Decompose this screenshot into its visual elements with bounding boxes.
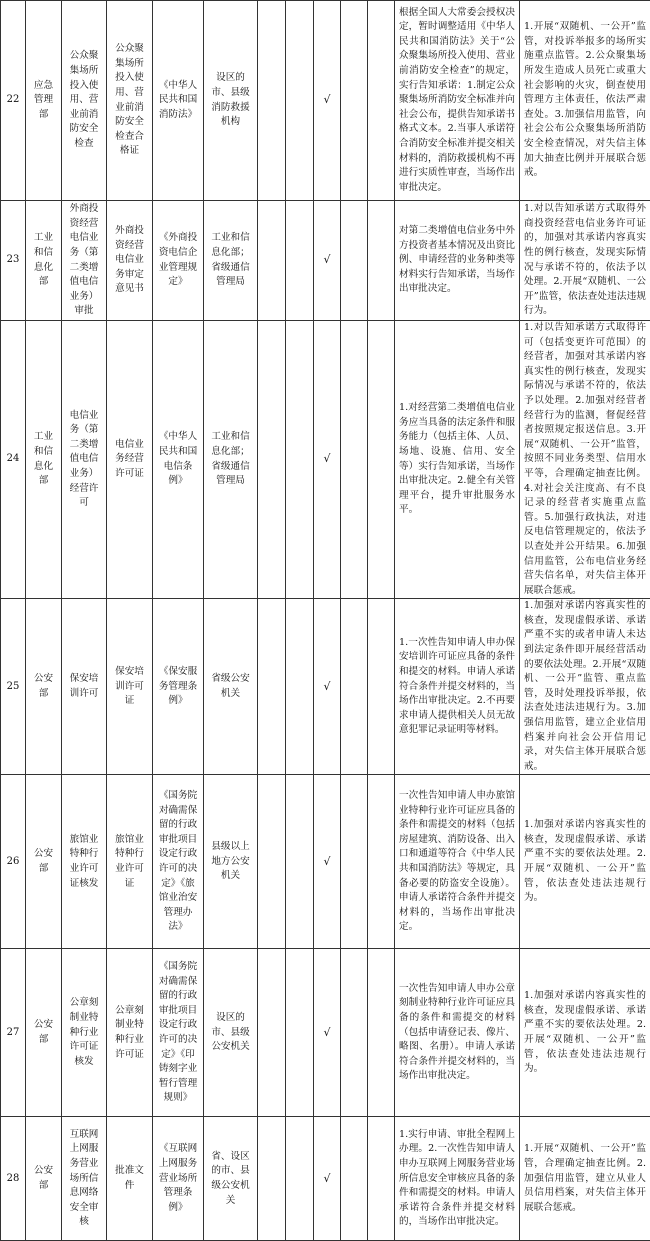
empty-cell [286, 201, 314, 321]
empty-cell [368, 775, 395, 949]
legal-basis: 《保安服务管理条例》 [153, 599, 204, 775]
empty-cell [258, 775, 286, 949]
legal-basis: 《国务院对确需保留的行政审批项目设定行政许可的决定》《印铸刻字业暂行管理规则》 [153, 949, 204, 1117]
empty-cell [341, 1117, 368, 1241]
item-name: 旅馆业特种行业许可证核发 [62, 775, 107, 949]
department: 应急管理部 [26, 1, 62, 201]
empty-cell [368, 949, 395, 1117]
legal-basis: 《中华人民共和国消防法》 [153, 1, 204, 201]
table-row [1, 321, 650, 599]
legal-basis: 《外商投资电信企业管理规定》 [153, 201, 204, 321]
empty-cell [368, 321, 395, 599]
empty-cell [368, 1117, 395, 1241]
approving-authority: 设区的市、县级公安机关 [204, 949, 258, 1117]
legal-basis: 《中华人民共和国电信条例》 [153, 321, 204, 599]
department: 工业和信息化部 [26, 321, 62, 599]
empty-cell [368, 599, 395, 775]
approving-authority: 省级公安机关 [204, 599, 258, 775]
license-document: 公章刻制业特种行业许可证 [107, 949, 153, 1117]
supervision-measures: 1.对以告知承诺方式取得外商投资经营电信业务许可证的，加强对其承诺内容真实性的例行核查，发现实际情况与承诺不符的，依法予以处理。2.开展“双随机、一公开”监管，依法查处违法违规行为。 [520, 201, 650, 321]
empty-cell [258, 1117, 286, 1241]
license-document: 公众聚集场所投入使用、营业前消防安全检查合格证 [107, 1, 153, 201]
legal-basis: 《互联网上网服务营业场所管理条例》 [153, 1117, 204, 1241]
table-row [1, 1, 650, 201]
approving-authority: 设区的市、县级消防救援机构 [204, 1, 258, 201]
row-number: 26 [1, 775, 26, 949]
item-name: 电信业务（第二类增值电信业务）经营许可 [62, 321, 107, 599]
department: 工业和信息化部 [26, 201, 62, 321]
check-mark: √ [314, 1, 341, 201]
empty-cell [286, 321, 314, 599]
empty-cell [341, 949, 368, 1117]
empty-cell [368, 201, 395, 321]
item-name: 外商投资经营电信业务（第二类增值电信业务）审批 [62, 201, 107, 321]
reform-method: 一次性告知申请人申办旅馆业特种行业许可证应具备的条件和需提交的材料（包括房屋建筑、消防设备、出入口和通道等符合《中华人民共和国消防法》等规定，具备必要的防盗安全设施）。申请人承诺符合条件并提交材料的，当场作出审批决定。 [395, 775, 520, 949]
row-number: 25 [1, 599, 26, 775]
approving-authority: 工业和信息化部；省级通信管理局 [204, 321, 258, 599]
empty-cell [258, 321, 286, 599]
supervision-measures: 1.加强对承诺内容真实性的核查，发现虚假承诺、承诺严重不实的或者申请人未达到法定条件即开展经营活动的要依法处理。2.开展“双随机、一公开”监管、重点监管，及时处理投诉举报，依法查处违法违规行为。3.加强信用监管，建立企业信用档案并向社会公开信用记录，对失信主体开展联合惩戒。 [520, 599, 650, 775]
table-row [1, 1117, 650, 1241]
empty-cell [368, 1, 395, 201]
table-row [1, 775, 650, 949]
empty-cell [341, 321, 368, 599]
empty-cell [286, 1, 314, 201]
department: 公安部 [26, 949, 62, 1117]
approving-authority: 省、设区的市、县级公安机关 [204, 1117, 258, 1241]
supervision-measures: 1.开展“双随机、一公开”监管，合理确定抽查比例。2.加强信用监管，建立从业人员信用档案，对失信主体开展联合惩戒。 [520, 1117, 650, 1241]
row-number: 23 [1, 201, 26, 321]
reform-method: 根据全国人大常委会授权决定，暂时调整适用《中华人民共和国消防法》关于“公众聚集场所投入使用、营业前消防安全检查”的规定，实行告知承诺：1.制定公众聚集场所消防安全标准并向社会公布，提供告知承诺书格式文本。2.当事人承诺符合消防安全标准并提交相关材料的，消防救援机构不再进行实质性审查，当场作出审批决定。 [395, 1, 520, 201]
reform-method: 一次性告知申请人申办公章刻制业特种行业许可证应具备的条件和需提交的材料（包括申请登记表、像片、略图、名册）。申请人承诺符合条件并提交材料的，当场作出审批决定。 [395, 949, 520, 1117]
reform-method: 对第二类增值电信业务中外方投资者基本情况及出资比例、申请经营的业务种类等材料实行告知承诺，当场作出审批决定。 [395, 201, 520, 321]
check-mark: √ [314, 1117, 341, 1241]
reform-method: 1.对经营第二类增值电信业务应当具备的法定条件和服务能力（包括主体、人员、场地、设施、信用、安全等）实行告知承诺，当场作出审批决定。2.健全有关管理平台，提升审批服务水平。 [395, 321, 520, 599]
row-number: 22 [1, 1, 26, 201]
empty-cell [341, 599, 368, 775]
check-mark: √ [314, 201, 341, 321]
supervision-measures: 1.加强对承诺内容真实性的核查，发现虚假承诺、承诺严重不实的要依法处理。2.开展“双随机、一公开”监管，依法查处违法违规行为。 [520, 949, 650, 1117]
empty-cell [341, 201, 368, 321]
row-number: 24 [1, 321, 26, 599]
department: 公安部 [26, 599, 62, 775]
row-number: 28 [1, 1117, 26, 1241]
table-row [1, 949, 650, 1117]
license-document: 旅馆业特种行业许可证 [107, 775, 153, 949]
empty-cell [286, 1117, 314, 1241]
license-document: 保安培训许可证 [107, 599, 153, 775]
empty-cell [286, 599, 314, 775]
supervision-measures: 1.对以告知承诺方式取得许可（包括变更许可范围）的经营者，加强对其承诺内容真实性的例行核查，发现实际情况与承诺不符的，依法予以处理。2.加强对经营者经营行为的监测，督促经营者按照规定报送信息。3.开展“双随机、一公开”监管，按照不同业务类型、信用水平等，合理确定抽查比例。4.对社会关注度高、有不良记录的经营者实施重点监管。5.加强行政执法，对违反电信管理规定的，依法予以查处并公开结果。6.加强信用监管，公布电信业务经营失信名单，对失信主体开展联合惩戒。 [520, 321, 650, 599]
table-row [1, 599, 650, 775]
approving-authority: 县级以上地方公安机关 [204, 775, 258, 949]
license-document: 外商投资经营电信业务审定意见书 [107, 201, 153, 321]
department: 公安部 [26, 775, 62, 949]
check-mark: √ [314, 949, 341, 1117]
empty-cell [341, 775, 368, 949]
empty-cell [286, 949, 314, 1117]
check-mark: √ [314, 321, 341, 599]
reform-method: 1.实行申请、审批全程网上办理。2.一次性告知申请人申办互联网上网服务营业场所信息安全审核应具备的条件和需提交的材料。申请人承诺符合条件并提交材料的，当场作出审批决定。 [395, 1117, 520, 1241]
empty-cell [258, 949, 286, 1117]
empty-cell [258, 201, 286, 321]
empty-cell [341, 1, 368, 201]
supervision-measures: 1.加强对承诺内容真实性的核查，发现虚假承诺、承诺严重不实的要依法处理。2.开展“双随机、一公开”监管，依法查处违法违规行为。 [520, 775, 650, 949]
check-mark: √ [314, 775, 341, 949]
check-mark: √ [314, 599, 341, 775]
table-row [1, 201, 650, 321]
license-document: 批准文件 [107, 1117, 153, 1241]
item-name: 公众聚集场所投入使用、营业前消防安全检查 [62, 1, 107, 201]
item-name: 保安培训许可 [62, 599, 107, 775]
empty-cell [258, 1, 286, 201]
item-name: 互联网上网服务营业场所信息网络安全审核 [62, 1117, 107, 1241]
row-number: 27 [1, 949, 26, 1117]
approving-authority: 工业和信息化部；省级通信管理局 [204, 201, 258, 321]
empty-cell [286, 775, 314, 949]
legal-basis: 《国务院对确需保留的行政审批项目设定行政许可的决定》《旅馆业治安管理办法》 [153, 775, 204, 949]
empty-cell [258, 599, 286, 775]
reform-method: 1.一次性告知申请人申办保安培训许可证应具备的条件和提交的材料。申请人承诺符合条件并提交材料的，当场作出审批决定。2.不再要求申请人提供相关人员无故意犯罪记录证明等材料。 [395, 599, 520, 775]
department: 公安部 [26, 1117, 62, 1241]
item-name: 公章刻制业特种行业许可证核发 [62, 949, 107, 1117]
supervision-measures: 1.开展“双随机、一公开”监管，对投诉举报多的场所实施重点监管。2.公众聚集场所发生造成人员死亡或重大社会影响的火灾，倒查使用管理方主体责任，依法严肃查处。3.加强信用监管，向社会公布公众聚集场所消防安全检查情况，对失信主体加大抽查比例并开展联合惩戒。 [520, 1, 650, 201]
license-document: 电信业务经营许可证 [107, 321, 153, 599]
